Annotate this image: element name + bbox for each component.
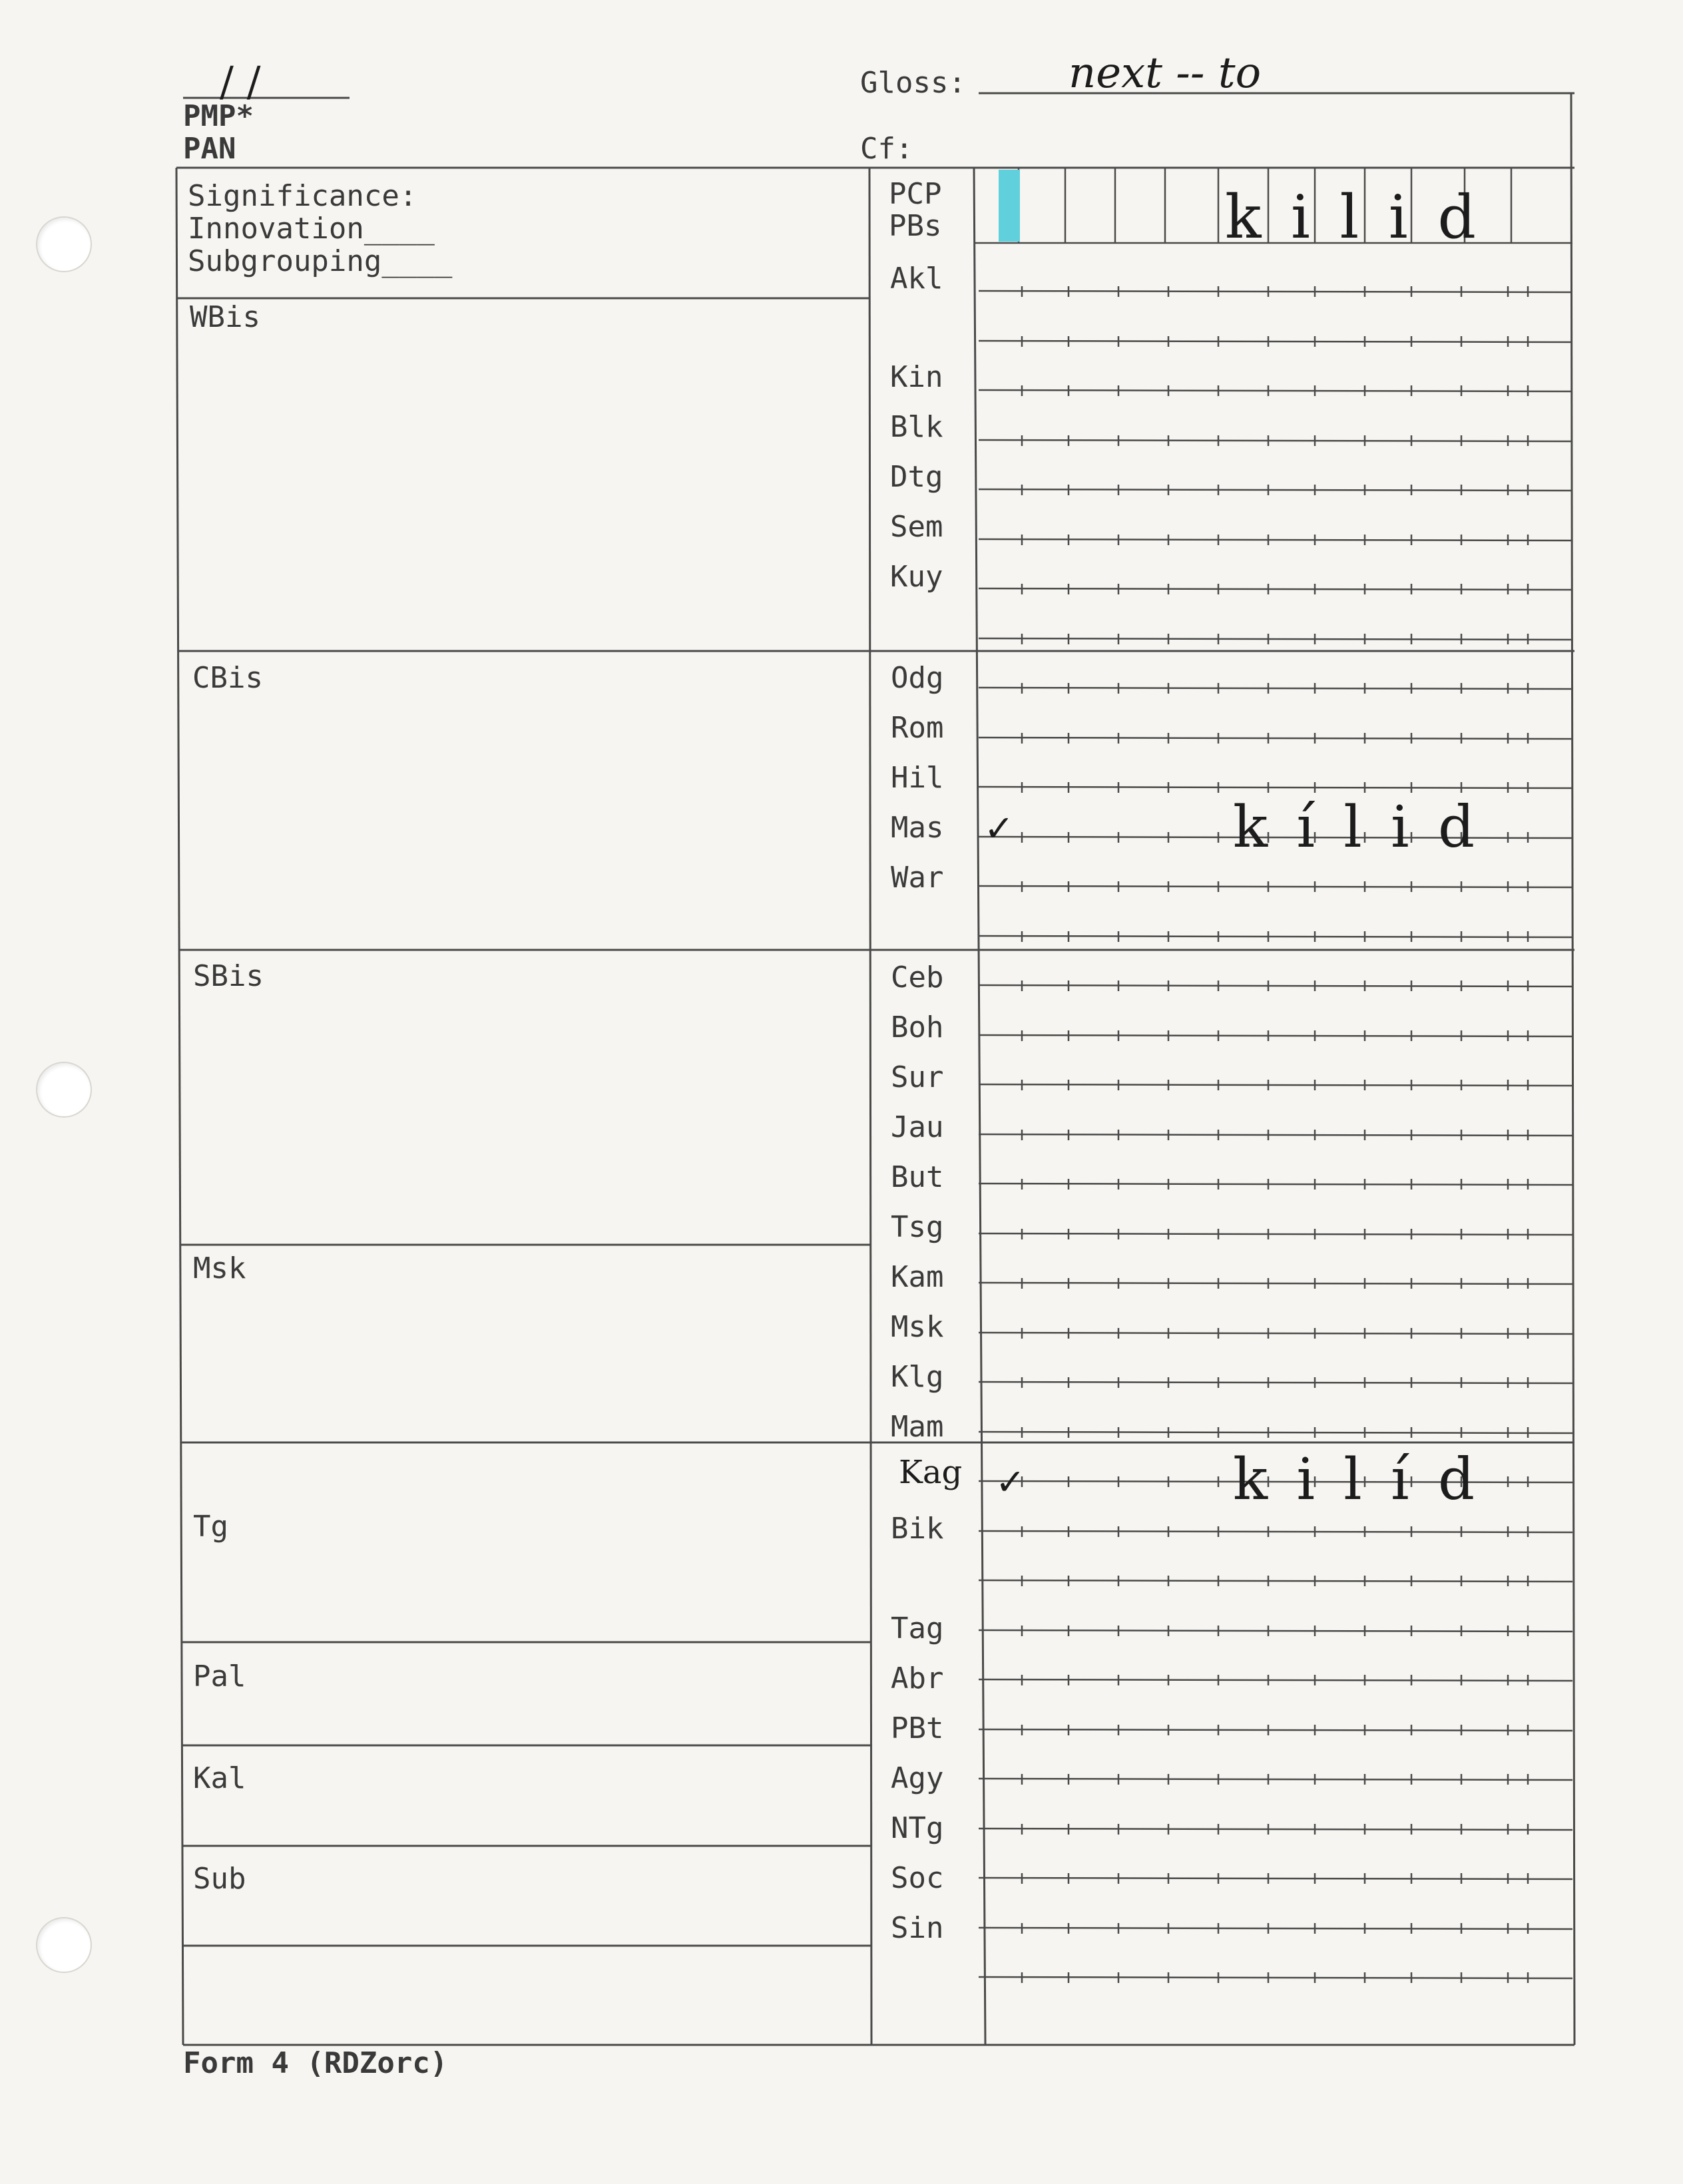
lang-dtg: Dtg: [890, 460, 943, 494]
pbs-reconstruction: k i l i d: [1225, 182, 1481, 252]
lang-msk: Msk: [891, 1310, 944, 1344]
cf-label: Cf:: [860, 132, 913, 166]
lang-kag: Kag: [899, 1454, 963, 1491]
lang-tag: Tag: [891, 1612, 944, 1645]
kag-reconstruction: k i l í d: [1233, 1446, 1481, 1513]
lang-kuy: Kuy: [890, 560, 943, 594]
lang-sur: Sur: [891, 1060, 944, 1094]
date-mark: / /: [220, 57, 261, 106]
group-tg: Tg: [193, 1510, 228, 1544]
pan-label: PAN: [183, 132, 236, 166]
lang-pcp: PCP: [889, 177, 942, 211]
mas-reconstruction: k í l i d: [1233, 794, 1481, 861]
lang-odg: Odg: [891, 661, 944, 695]
pmp-label: PMP*: [183, 99, 254, 133]
lang-pbs: PBs: [889, 209, 942, 243]
lang-klg: Klg: [891, 1360, 944, 1394]
lang-ntg: NTg: [891, 1811, 944, 1845]
gloss-value: next -- to: [1069, 49, 1262, 98]
lang-boh: Boh: [891, 1010, 944, 1044]
lang-jau: Jau: [891, 1110, 944, 1144]
lang-kam: Kam: [891, 1260, 944, 1294]
group-msk: Msk: [193, 1251, 246, 1285]
lang-war: War: [891, 861, 944, 895]
lang-mas: Mas: [891, 811, 944, 845]
group-wbis: WBis: [190, 300, 260, 334]
highlight-mark: [999, 170, 1020, 242]
lang-rom: Rom: [891, 711, 944, 745]
group-kal: Kal: [193, 1761, 246, 1795]
subgrouping-label: Subgrouping____: [188, 244, 453, 278]
lang-tsg: Tsg: [891, 1210, 944, 1244]
gloss-label: Gloss:: [860, 66, 966, 100]
group-cbis: CBis: [192, 661, 263, 695]
lang-bik: Bik: [891, 1512, 944, 1546]
lang-blk: Blk: [890, 410, 943, 444]
group-sub: Sub: [193, 1862, 246, 1896]
form-footer: Form 4 (RDZorc): [183, 2046, 448, 2080]
group-pal: Pal: [193, 1659, 246, 1693]
significance-title: Significance:: [188, 179, 417, 213]
innovation-label: Innovation____: [188, 212, 435, 246]
lang-agy: Agy: [891, 1761, 944, 1795]
lang-ceb: Ceb: [891, 961, 944, 994]
lang-akl: Akl: [890, 262, 943, 296]
lang-hil: Hil: [891, 761, 944, 795]
lang-but: But: [891, 1160, 944, 1194]
lang-sin: Sin: [891, 1911, 944, 1945]
lang-soc: Soc: [891, 1861, 944, 1895]
lang-sem: Sem: [890, 510, 943, 544]
kag-check: ✓: [995, 1461, 1026, 1503]
group-sbis: SBis: [193, 959, 264, 993]
lang-abr: Abr: [891, 1661, 944, 1695]
lang-mam: Mam: [891, 1410, 944, 1444]
lang-pbt: PBt: [891, 1711, 944, 1745]
mas-check: ✓: [984, 807, 1015, 849]
lang-kin: Kin: [890, 360, 943, 394]
